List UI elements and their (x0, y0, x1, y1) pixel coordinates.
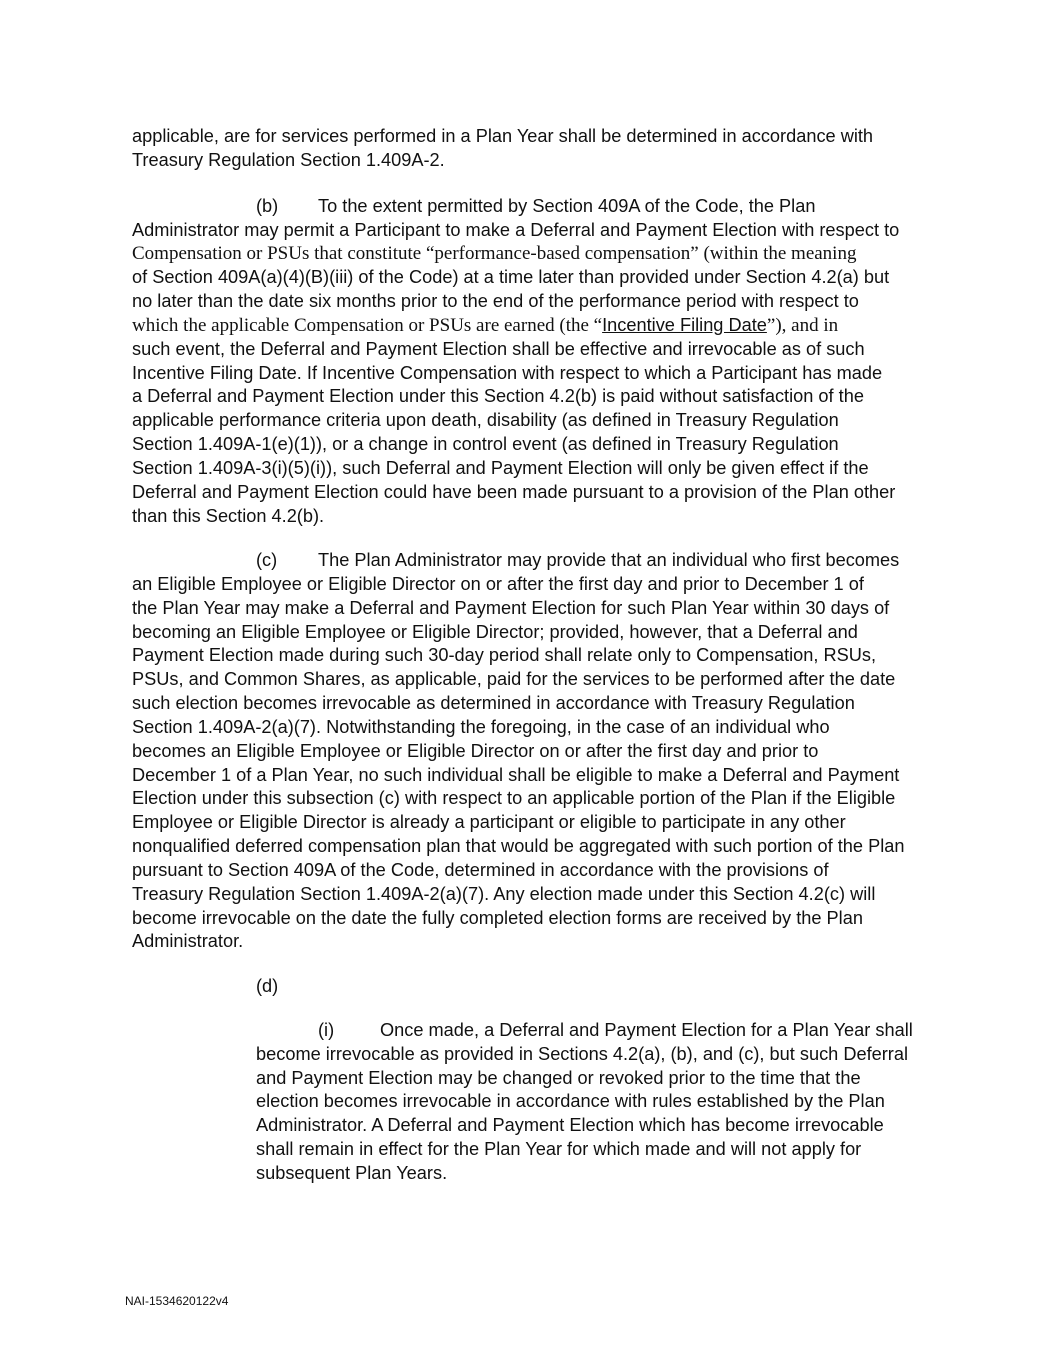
para-b-line-8: Incentive Filing Date. If Incentive Compensation with respect to which a Participant has made (132, 363, 883, 383)
para-d-i-line-3: and Payment Election may be changed or revoked prior to the time that the (256, 1068, 861, 1088)
para-b-line-1 (256, 194, 815, 218)
para-d-i-line-1-text: Once made, a Deferral and Payment Election for a Plan Year shall (380, 1020, 913, 1040)
para-a-line-2: Treasury Regulation Section 1.409A-2. (132, 150, 445, 170)
para-d-i-line-2: become irrevocable as provided in Sections 4.2(a), (b), and (c), but such Deferral (256, 1044, 909, 1064)
footer-document-id: NAI-1534620122v4 (125, 1294, 229, 1308)
para-c-line-8: Section 1.409A-2(a)(7). Notwithstanding the foregoing, in the case of an individual who (132, 717, 830, 737)
para-c-line-7: such election becomes irrevocable as determined in accordance with Treasury Regulation (132, 693, 855, 713)
para-b-line-2: Administrator may permit a Participant to make a Deferral and Payment Election with respect to (132, 220, 900, 240)
para-c-line-12: Employee or Eligible Director is already a participant or eligible to participate in any other (132, 812, 846, 832)
para-c-line-14: pursuant to Section 409A of the Code, determined in accordance with the provisions of (132, 860, 829, 880)
defined-term-incentive-filing-date: Incentive Filing Date (602, 315, 767, 335)
para-b-line-9: a Deferral and Payment Election under this Section 4.2(b) is paid without satisfaction of the (132, 386, 864, 406)
para-d-number: (d) (256, 976, 279, 996)
para-d-i-line-6: shall remain in effect for the Plan Year for which made and will not apply for (256, 1139, 862, 1159)
para-b-line-5: no later than the date six months prior to the end of the performance period with respect to (132, 291, 859, 311)
para-c-line-9: becomes an Eligible Employee or Eligible Director on or after the first day and prior to (132, 741, 819, 761)
para-d-i-line-7: subsequent Plan Years. (256, 1163, 448, 1183)
para-c-line-1 (256, 548, 899, 572)
para-c-line-3: the Plan Year may make a Deferral and Payment Election for such Plan Year within 30 days of (132, 598, 890, 618)
para-a-line-1: applicable, are for services performed in a Plan Year shall be determined in accordance with (132, 126, 874, 146)
para-b-line-1-text: To the extent permitted by Section 409A of the Code, the Plan (318, 196, 816, 216)
para-c-line-6: PSUs, and Common Shares, as applicable, paid for the services to be performed after the date (132, 669, 896, 689)
para-c-line-4: becoming an Eligible Employee or Eligible Director; provided, however, that a Deferral and (132, 622, 858, 642)
para-b-line-12: Section 1.409A-3(i)(5)(i)), such Deferral and Payment Election will only be given effect if the (132, 458, 869, 478)
para-b-line-3: Compensation or PSUs that constitute “performance-based compensation” (within the meaning (132, 243, 857, 264)
para-c-line-15: Treasury Regulation Section 1.409A-2(a)(7). Any election made under this Section 4.2(c) will (132, 884, 876, 904)
para-c-line-11: Election under this subsection (c) with respect to an applicable portion of the Plan if the Eligible (132, 788, 896, 808)
para-d-i-line-5: Administrator. A Deferral and Payment Election which has become irrevocable (256, 1115, 884, 1135)
para-c-line-17: Administrator. (132, 931, 244, 951)
para-c-number: (c) (256, 550, 278, 570)
para-d-i-number: (i) (318, 1020, 335, 1040)
para-c-line-13: nonqualified deferred compensation plan that would be aggregated with such portion of the Plan (132, 836, 905, 856)
para-d-i-line-4: election becomes irrevocable in accordance with rules established by the Plan (256, 1091, 885, 1111)
para-c-line-10: December 1 of a Plan Year, no such individual shall be eligible to make a Deferral and Payment (132, 765, 900, 785)
para-b-line-6 (132, 313, 838, 338)
para-b-number: (b) (256, 196, 279, 216)
para-b-line-13: Deferral and Payment Election could have been made pursuant to a provision of the Plan other (132, 482, 896, 502)
para-c-line-2: an Eligible Employee or Eligible Director on or after the first day and prior to December 1 of (132, 574, 864, 594)
para-c-line-5: Payment Election made during such 30-day period shall relate only to Compensation, RSUs, (132, 645, 877, 665)
para-c-line-1-text: The Plan Administrator may provide that an individual who first becomes (318, 550, 900, 570)
para-d-i-line-1 (318, 1018, 913, 1042)
para-b-line-6-post: ”), and in (766, 315, 839, 336)
para-b-line-6-pre: which the applicable Compensation or PSUs are earned (the “ (132, 315, 603, 336)
para-b-line-11: Section 1.409A-1(e)(1)), or a change in control event (as defined in Treasury Regulation (132, 434, 839, 454)
para-b-line-4: of Section 409A(a)(4)(B)(iii) of the Code) at a time later than provided under Section 4.2(a) but (132, 267, 890, 287)
para-b-line-7: such event, the Deferral and Payment Election shall be effective and irrevocable as of such (132, 339, 865, 359)
para-c-line-16: become irrevocable on the date the fully completed election forms are received by the Plan (132, 908, 863, 928)
para-b-line-10: applicable performance criteria upon death, disability (as defined in Treasury Regulation (132, 410, 839, 430)
para-b-line-14: than this Section 4.2(b). (132, 506, 325, 526)
